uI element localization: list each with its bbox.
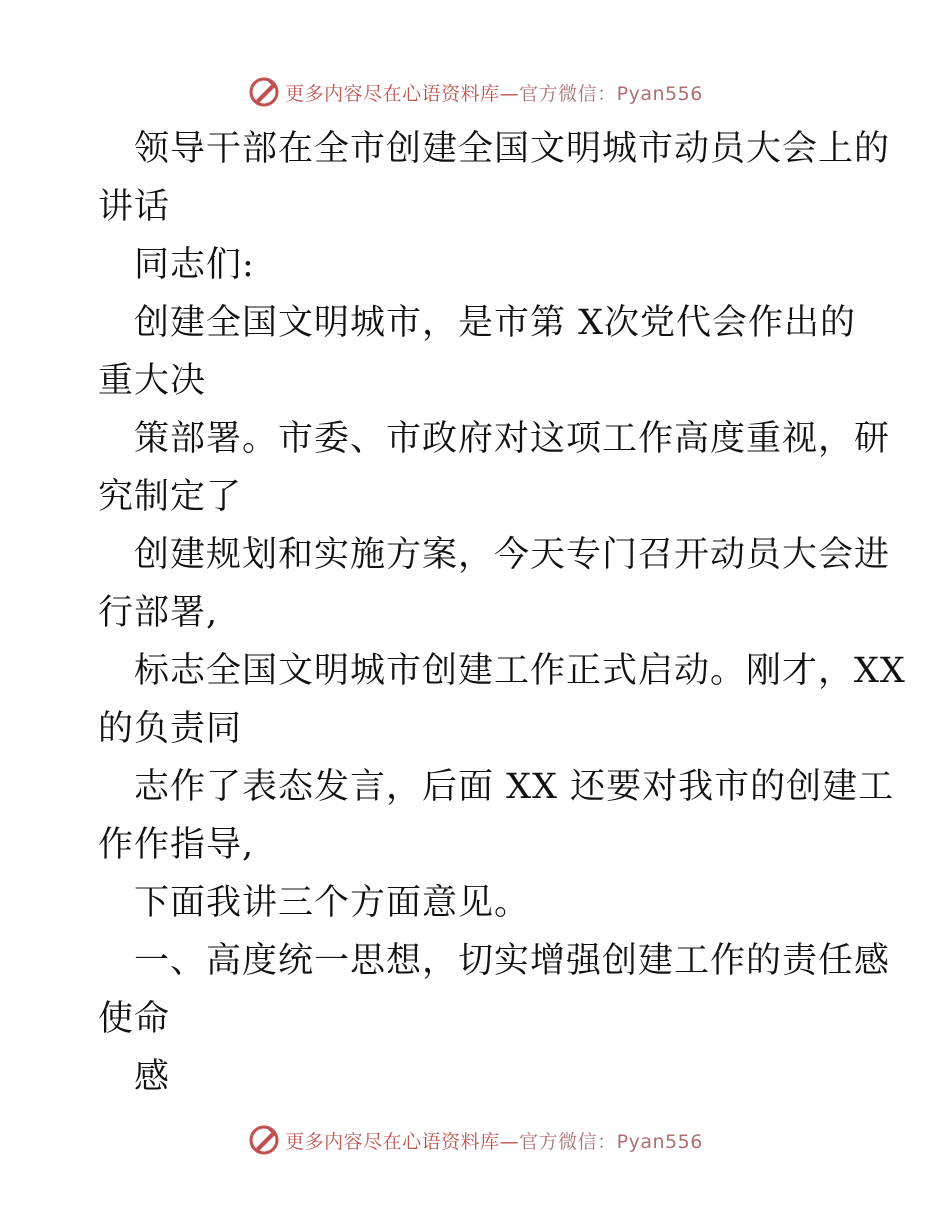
section-heading-line: 使命 [98,999,171,1039]
paragraph-line: 的负责同 [98,709,243,749]
paragraph-line: 策部署。市委、市政府对这项工作高度重视，研 [134,419,891,459]
section-heading-line: 感 [134,1057,171,1097]
logo-icon [247,1123,281,1157]
title-line-1: 领导干部在全市创建全国文明城市动员大会上的 [134,129,891,169]
footer-watermark [0,1120,950,1160]
paragraph-line: 创建全国文明城市，是市第 X次党代会作出的 [134,303,857,343]
logo-icon [247,75,281,109]
paragraph-line: 标志全国文明城市创建工作正式启动。刚才，XX [134,651,906,691]
watermark-text: 更多内容尽在心语资料库—官方微信：Pyan556 [285,82,703,105]
section-heading-line: 一、高度统一思想，切实增强创建工作的责任感 [134,941,891,981]
paragraph-line: 作作指导, [98,825,255,865]
paragraph-line: 行部署, [98,593,219,633]
paragraph-line: 下面我讲三个方面意见。 [134,883,531,923]
paragraph-line: 究制定了 [98,477,243,517]
paragraph-line: 创建规划和实施方案，今天专门召开动员大会进 [134,535,891,575]
header-watermark [0,72,950,112]
salutation: 同志们: [134,245,255,285]
paragraph-line: 重大决 [98,361,207,401]
title-line-2: 讲话 [98,187,171,227]
watermark-text: 更多内容尽在心语资料库—官方微信：Pyan556 [285,1130,703,1153]
paragraph-line: 志作了表态发言，后面 XX 还要对我市的创建工 [134,767,895,807]
document-body [98,120,906,1106]
